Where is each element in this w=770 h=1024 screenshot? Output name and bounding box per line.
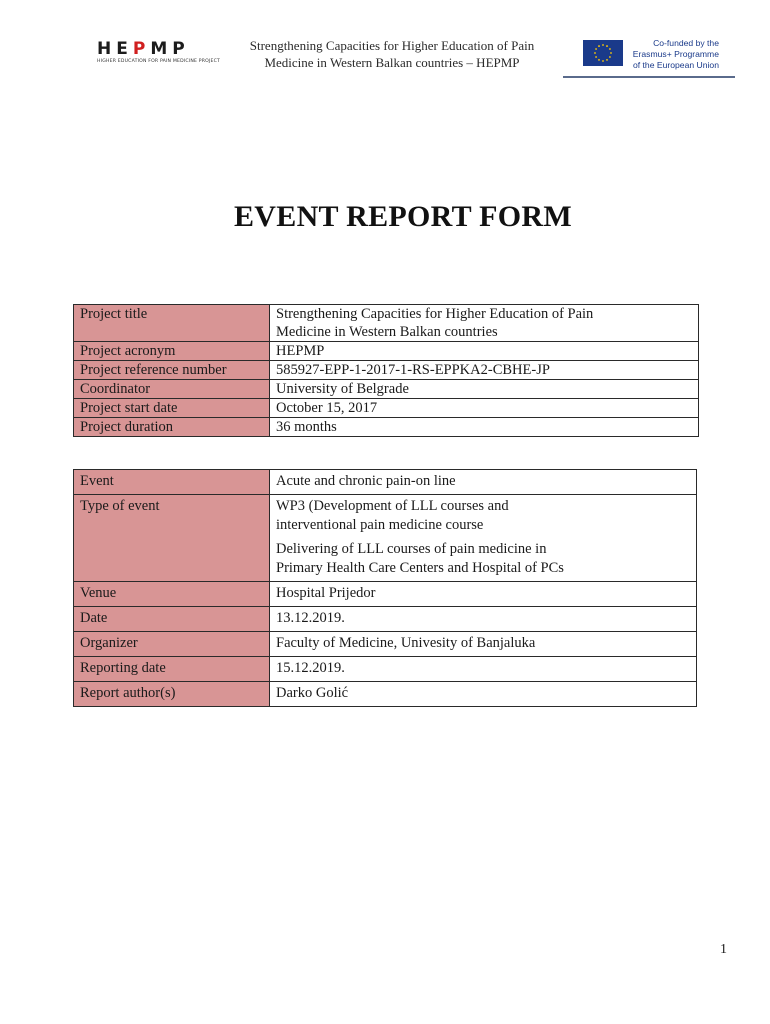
venue-label: Venue xyxy=(74,582,270,607)
table-row xyxy=(74,582,697,607)
page-number: 1 xyxy=(720,942,727,957)
eu-star xyxy=(594,52,596,54)
report-author-value: Darko Golić xyxy=(270,682,697,707)
date-label: Date xyxy=(74,607,270,632)
header-divider xyxy=(563,76,735,78)
eu-star xyxy=(598,59,600,61)
eu-cofunded-text: Co-funded by the Erasmus+ Programme of the European Union xyxy=(632,38,719,70)
project-acronym-value: HEPMP xyxy=(270,342,699,361)
table-row xyxy=(74,632,697,657)
organizer-value: Faculty of Medicine, Univesity of Banjaluka xyxy=(270,632,697,657)
hepmp-logo xyxy=(97,39,220,70)
date-value: 13.12.2019. xyxy=(270,607,697,632)
organizer-label: Organizer xyxy=(74,632,270,657)
header-title: Strengthening Capacities for Higher Education of Pain Medicine in Western Balkan countries – HEPMP xyxy=(249,38,535,70)
eu-star xyxy=(602,60,604,62)
table-row xyxy=(74,399,699,418)
coordinator-value: University of Belgrade xyxy=(270,380,699,399)
table-row xyxy=(74,418,699,437)
table-row xyxy=(74,361,699,380)
event-type-value: WP3 (Development of LLL courses and interventional pain medicine course Delivering of LLL courses of pain medicine in Primary Health Care Centers and Hospital of PCs xyxy=(270,495,697,582)
project-title-value: Strengthening Capacities for Higher Education of Pain Medicine in Western Balkan countries xyxy=(270,305,699,342)
reporting-date-value: 15.12.2019. xyxy=(270,657,697,682)
venue-value: Hospital Prijedor xyxy=(270,582,697,607)
coordinator-label: Coordinator xyxy=(74,380,270,399)
reporting-date-label: Reporting date xyxy=(74,657,270,682)
table-row xyxy=(74,682,697,707)
logo-subtitle: HIGHER EDUCATION FOR PAIN MEDICINE PROJECT xyxy=(97,59,220,64)
table-row xyxy=(74,470,697,495)
table-row xyxy=(74,657,697,682)
event-value: Acute and chronic pain-on line xyxy=(270,470,697,495)
eu-star xyxy=(609,56,611,58)
logo-wordmark: HEPMP xyxy=(97,39,190,59)
eu-flag-icon xyxy=(583,40,623,66)
form-title: EVENT REPORT FORM xyxy=(234,200,572,233)
table-row xyxy=(74,380,699,399)
project-info-table xyxy=(73,304,699,437)
eu-star xyxy=(610,52,612,54)
event-label: Event xyxy=(74,470,270,495)
duration-label: Project duration xyxy=(74,418,270,437)
project-title-label: Project title xyxy=(74,305,270,342)
table-row xyxy=(74,495,697,582)
project-reference-value: 585927-EPP-1-2017-1-RS-EPPKA2-CBHE-JP xyxy=(270,361,699,380)
duration-value: 36 months xyxy=(270,418,699,437)
eu-star xyxy=(602,44,604,46)
report-author-label: Report author(s) xyxy=(74,682,270,707)
eu-star xyxy=(606,59,608,61)
eu-star xyxy=(606,45,608,47)
start-date-label: Project start date xyxy=(74,399,270,418)
start-date-value: October 15, 2017 xyxy=(270,399,699,418)
project-reference-label: Project reference number xyxy=(74,361,270,380)
eu-star xyxy=(595,56,597,58)
project-acronym-label: Project acronym xyxy=(74,342,270,361)
eu-star xyxy=(598,45,600,47)
event-type-label: Type of event xyxy=(74,495,270,582)
table-row xyxy=(74,305,699,342)
eu-star xyxy=(595,48,597,50)
eu-star xyxy=(609,48,611,50)
table-row xyxy=(74,342,699,361)
table-row xyxy=(74,607,697,632)
event-info-table xyxy=(73,469,697,707)
